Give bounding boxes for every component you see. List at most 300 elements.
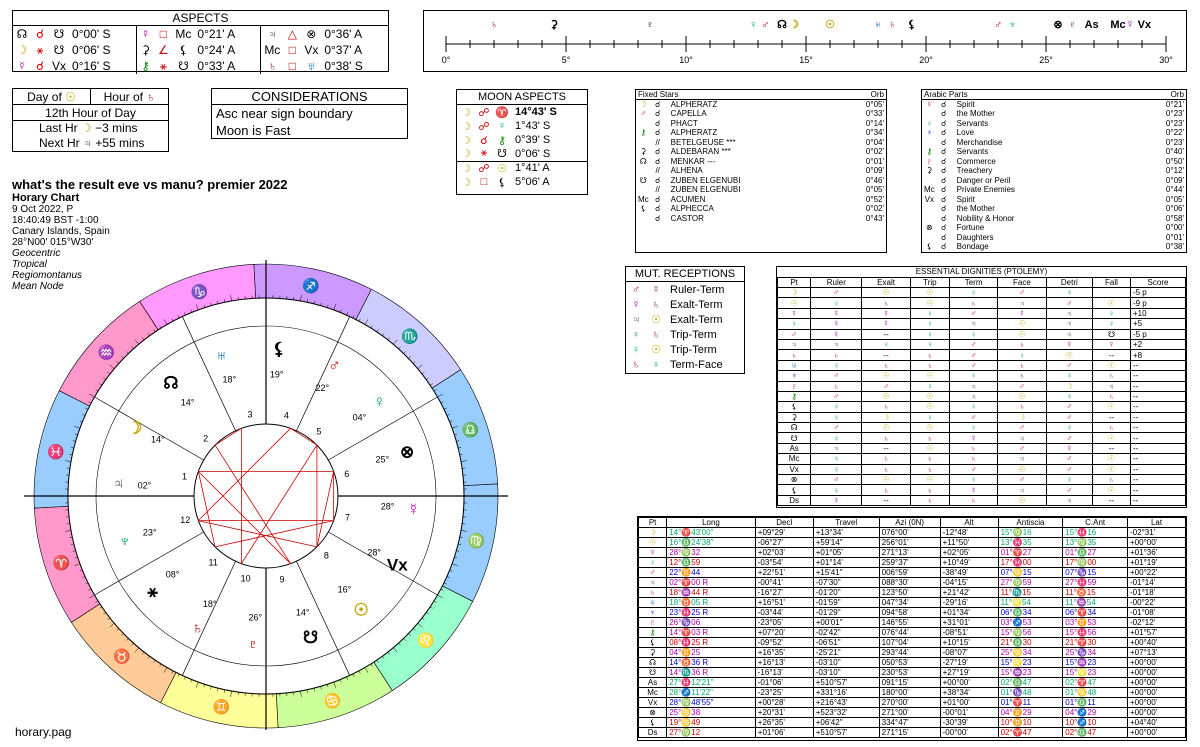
position-cell: -00°00' [940,728,998,738]
orb: 0°33' [865,109,884,119]
position-cell: 12°♎59 [667,558,756,568]
table-header: Lat [1128,518,1186,528]
aspect-point-icon: ⚸ [179,43,188,57]
day-label: Day of [27,90,62,104]
orb: 0°06' [1165,204,1184,214]
moon-icon: ☽ [461,120,471,133]
dignities-table [777,277,1186,506]
orb: 0°14' [865,118,884,128]
position-cell: -04°15' [940,578,998,588]
dignity-cell: ♂ [998,288,1046,298]
point-icon: ⚸ [639,638,667,648]
fixed-star-row [636,138,886,148]
table-header: Fall [1093,278,1131,288]
dignity-cell: +5 [1130,319,1185,329]
planet-icon: ⚸ [272,339,286,359]
aspect-type-icon: ☌ [654,175,661,185]
aspect-point-icon: ⊗ [306,27,317,41]
position-cell: -01°06' [755,678,813,688]
reception-type: Trip-Term [670,343,717,356]
position-cell: 15°♒23 [1063,658,1128,668]
zodiac-sign-icon: ♐ [301,277,320,294]
dignity-cell: ♀ [811,485,862,495]
aspect-type-icon: ☌ [940,100,947,109]
position-cell: -00°01' [940,708,998,718]
position-cell: 06°♎34 [998,608,1063,618]
name: Spirit [956,100,975,109]
point-icon: ☿ [639,548,667,558]
dignity-cell: ♂ [949,350,997,360]
planet-icon: ♆ [118,531,132,551]
planet-icon: ♀ [631,328,641,341]
moon-icon: ☽ [461,106,471,119]
next-hour-value: +55 mins [95,136,145,150]
position-cell: 19°♋49 [667,718,756,728]
table-header: Alt [940,518,998,528]
position-cell: 04°♊25 [667,648,756,658]
dignity-row [778,329,1186,339]
zodiac-sign-icon: ♊ [212,698,231,715]
dignity-cell: -- [1093,443,1131,453]
dignity-cell: ☉ [862,475,910,485]
dignity-cell: ☿ [949,485,997,495]
position-row [639,618,1186,628]
position-cell: +02°05' [940,548,998,558]
position-cell: -12°48' [940,528,998,538]
orb: 0°04' [865,137,884,147]
position-cell: +04°40' [1128,718,1186,728]
ruler-point-icon: Mc [1110,19,1126,31]
dignity-cell: ♄ [910,454,949,464]
dignity-row [778,381,1186,391]
position-cell: +31°01' [940,618,998,628]
point-icon: ♄ [778,350,811,360]
dignity-cell: ♂ [811,475,862,485]
position-cell: 01°♎11 [1063,698,1128,708]
planet-degree: 04° [352,412,367,423]
position-cell: +07°13' [1128,648,1186,658]
fixed-star-row [636,166,886,176]
chart-time: 18:40:49 BST -1:00 [12,215,99,226]
dignity-cell: ☿ [949,433,997,443]
dignity-cell: ♄ [1093,391,1131,401]
fixed-star-row [636,214,886,224]
house-number: 12 [180,515,191,526]
position-cell: 13°♍35 [1063,538,1128,548]
planet-degree: 02° [137,480,152,491]
point-icon: ☿ [778,308,811,318]
fixed-star-row [636,109,886,119]
name: Bondage [956,242,989,252]
dignity-cell: -9 p [1130,298,1185,308]
aspect-orb: 0°00' S [72,27,111,41]
point-icon: ♀ [926,118,933,128]
dignity-cell: ♂ [949,360,997,370]
dignity-cell: ♄ [998,402,1046,412]
point-icon: As [639,678,667,688]
moon-aspect-orb: 0°39' S [515,134,551,146]
position-cell: +07°20' [755,628,813,638]
position-cell: 28°♍32 [667,548,756,558]
dignity-cell: -- [1130,371,1185,381]
dignity-cell: ☿ [862,308,910,318]
point-icon: ☋ [639,175,647,185]
dignity-cell: ☉ [998,391,1046,401]
planet-icon: ☿ [631,298,641,311]
dignity-cell: ♄ [910,433,949,443]
dignity-cell: ♀ [811,360,862,370]
planet-degree: 19° [269,369,284,380]
orb: 0°09' [1165,175,1184,185]
point-icon: Ds [778,495,811,505]
arabic-part-row [922,138,1186,148]
name: ZUBEN ELGENUBI [670,185,741,195]
name: the Mother [956,109,995,119]
dignity-row [778,454,1186,464]
position-cell: +01°05' [813,548,879,558]
dignity-cell: ♀ [1093,319,1131,329]
orb: 0°23' [1165,137,1184,147]
aspect-type-icon: □ [288,59,296,73]
dignity-row [778,433,1186,443]
planet-icon: ♅ [215,345,228,365]
dignity-cell: -- [862,350,910,360]
orb: 0°02' [865,204,884,214]
aspect-point-icon: ⚷ [136,58,154,74]
dignity-cell: ☉ [1093,360,1131,370]
position-cell: 01°♈27 [998,548,1063,558]
ruler-tick-label: 30° [1159,55,1173,65]
position-cell: 21°♈30 [1063,638,1128,648]
orb: 0°38' [1165,242,1184,252]
moon-icon: ☽ [461,176,471,189]
orb: 0°21' [1165,100,1184,109]
point-icon: ⚸ [778,402,811,412]
dignity-row [778,443,1186,453]
aspect-type-icon: ☌ [940,213,947,223]
dignity-cell: ☉ [910,402,949,412]
dignity-cell: -- [1130,423,1185,433]
dignity-cell: -- [1130,454,1185,464]
position-cell: 02°♈47 [998,728,1063,738]
aspect-type-icon: ☌ [480,134,488,147]
name: ALPHERATZ [670,100,718,109]
dignity-cell: ♀ [862,339,910,349]
dignity-cell: ♂ [998,475,1046,485]
ruler-point-icon: ♅ [873,19,883,31]
arabic-part-row [922,195,1186,205]
point-icon [636,138,651,148]
position-cell: -00°41' [755,578,813,588]
dignity-cell: ♃ [1046,329,1092,339]
dignity-cell: ♂ [811,391,862,401]
orb: 0°34' [865,128,884,138]
dignity-cell: ♄ [910,495,949,505]
dignity-cell: ☉ [862,371,910,381]
position-cell: +20°31' [755,708,813,718]
position-cell: +510°57' [813,728,879,738]
name: Private Enemies [956,185,1015,195]
ruler-point-icon: Vx [1137,19,1152,31]
position-cell: -30°39' [940,718,998,728]
position-row [639,598,1186,608]
ruler-point-icon: ⚸ [907,19,916,31]
position-cell: -02°31' [1128,528,1186,538]
position-cell: +01°19' [1128,558,1186,568]
fixed-stars-panel [635,89,887,253]
name: Spirit [956,194,975,204]
last-hour-label: Last Hr [39,121,78,135]
horoscope-wheel [20,260,512,730]
position-cell: 04°♐29 [1063,708,1128,718]
arabic-part-row [922,242,1186,252]
dignity-cell: ♄ [949,454,997,464]
position-cell: +01°14' [813,558,879,568]
aspect-point-icon: Vx [304,43,319,57]
hour-label: Hour of [103,90,143,104]
chart-coords: 28°N00' 015°W30' [12,237,94,248]
position-cell: +11°50' [940,538,998,548]
planet-icon: ♀ [651,358,661,371]
point-icon: ♄ [639,588,667,598]
house-number: 3 [247,409,253,420]
dignity-cell: ☉ [910,391,949,401]
aspect-type-icon: ☌ [654,100,661,109]
ruler-point-icon: As [1084,19,1099,31]
dignity-row [778,350,1186,360]
aspect-point-icon: ☋ [53,43,65,57]
reception-row [626,312,744,327]
house-number: 1 [181,471,188,482]
arabic-part-row [922,223,1186,233]
planet-degree: 18° [202,599,217,610]
planet-icon: ♃ [112,474,125,494]
position-cell: -16°27' [755,588,813,598]
aspect-point-icon: ☊ [16,27,28,41]
dignity-cell: ♄ [949,298,997,308]
jupiter-icon: ♃ [83,136,93,150]
dignity-cell: ♄ [910,485,949,495]
dignity-cell: ♂ [862,381,910,391]
position-cell: 14°♈43'00" [667,528,756,538]
dignity-cell: ♀ [949,475,997,485]
table-header: Ruler [811,278,862,288]
dignity-cell: ♂ [1046,433,1092,443]
position-cell: +00°00' [1128,698,1186,708]
hour-of-day: 12th Hour of Day [13,105,168,121]
name: ACUMEN [670,194,706,204]
aspect-type-icon: ☌ [654,204,661,214]
position-row [639,548,1186,558]
dignity-cell: ☿ [811,308,862,318]
dignity-cell: ♀ [811,454,862,464]
ruler-point-icon: ♂ [993,19,1003,31]
dignity-cell: ♀ [1046,371,1092,381]
position-cell: +00°28' [755,698,813,708]
dignity-cell: ☿ [862,319,910,329]
dignity-cell: ♂ [1046,412,1092,422]
dignity-cell: ♄ [1093,475,1131,485]
dignity-row [778,339,1186,349]
ruler-point-icon: ⊗ [1053,19,1063,31]
dignities-title: ESSENTIAL DIGNITIES (PTOLEMY) [915,267,1048,276]
position-cell: 15°♌23 [1063,668,1128,678]
position-row [639,528,1186,538]
planet-icon: Vx [386,555,408,575]
planet-icon: ♃ [631,313,641,326]
house-number: 5 [316,426,322,437]
position-row [639,588,1186,598]
aspect-type-icon: □ [159,27,168,41]
point-icon: ♂ [640,109,647,119]
planet-icon: ♄ [651,298,661,311]
dignity-cell: +10 [1130,308,1185,318]
dignity-cell: ☉ [998,319,1046,329]
position-cell: 21°♎30 [998,638,1063,648]
point-icon: Vx [639,698,667,708]
dignity-cell: ♄ [910,350,949,360]
planet-icon: ♄ [191,618,205,638]
ruler-tick-label: 15° [799,55,813,65]
position-cell: +09°29' [755,528,813,538]
orb: 0°58' [1165,213,1184,223]
orb: 0°05' [865,185,884,195]
reception-type: Ruler-Term [670,283,725,296]
position-cell: +216°43' [813,698,879,708]
position-cell: +10°49' [940,558,998,568]
position-cell: +00°00' [1128,538,1186,548]
point-icon [922,176,937,186]
dignity-cell: ♄ [910,360,949,370]
position-cell: 27°♍59 [998,578,1063,588]
dignity-cell: ♀ [811,412,862,422]
planet-icon: ☿ [407,499,420,519]
position-cell: -38°49' [940,568,998,578]
position-cell: 180°00' [879,688,940,698]
orb: 0°23' [1165,118,1184,128]
reception-row [626,357,744,372]
dignity-cell: ☿ [1046,443,1092,453]
position-cell: -01'20" [813,588,879,598]
aspect-type-icon: ☌ [654,109,661,119]
dignity-cell: -- [862,329,910,339]
aspect-type-icon: ☌ [654,128,661,138]
aspect-point-icon: ☋ [497,148,507,161]
planet-icon: ♀ [372,391,386,411]
name: Daughters [956,232,994,242]
position-row [639,558,1186,568]
dignity-cell: ♃ [998,298,1046,308]
table-header: Antiscia [998,518,1063,528]
aspect-orb: 0°16' S [72,59,111,73]
planet-degree: 18° [222,374,237,385]
aspect-type-icon: ☌ [654,147,661,157]
point-icon [922,204,937,214]
moon-aspect-orb: 1°43' S [515,120,551,132]
point-icon: ♅ [639,598,667,608]
position-cell: 18°♉05 R [667,598,756,608]
moon-aspect-row [457,105,587,119]
reception-type: Exalt-Term [670,298,723,311]
dignity-cell: ♃ [1046,495,1092,505]
aspect-row [13,26,388,42]
aspect-point-icon: ☿ [17,59,27,73]
point-icon: ♆ [778,371,811,381]
zodiac-sign-icon: ♎ [461,421,480,438]
dignity-cell: ♀ [1046,475,1092,485]
aspect-type-icon: ☍ [478,162,490,175]
dignity-cell: ♀ [1046,288,1092,298]
dignity-cell: ♀ [811,464,862,474]
point-icon: Vx [924,194,934,204]
position-row [639,708,1186,718]
point-icon: ⚳ [640,147,647,157]
positions-table [638,517,1186,738]
point-icon: ♂ [639,568,667,578]
point-icon: ☽ [639,528,667,538]
position-cell: 01°♋48 [1063,688,1128,698]
name: ALPHERATZ [670,128,718,138]
dignity-row [778,308,1186,318]
table-header: Face [998,278,1046,288]
ruler-tick-label: 10° [679,55,693,65]
position-cell: 11°♉15 [1063,588,1128,598]
dignity-cell [1093,288,1131,298]
dignity-cell: -- [1130,381,1185,391]
aspect-type-icon: ☌ [940,147,947,157]
dignity-cell: -- [1130,402,1185,412]
dignity-cell: ☉ [1093,402,1131,412]
position-cell: 091°15' [879,678,940,688]
position-cell: 107°04' [879,638,940,648]
aspect-type-icon: ☌ [654,118,661,128]
dignity-cell: ☉ [998,464,1046,474]
point-icon: ⊗ [778,475,811,485]
name: ALHENA [670,166,703,176]
fixed-star-row [636,176,886,186]
dignity-cell: ☉ [862,288,910,298]
position-cell: 14°♏36 R [667,668,756,678]
zodiac-sign-icon: ♓ [46,443,65,460]
position-cell: 07°♑15 [1063,568,1128,578]
table-header: Arabic Parts [924,90,968,99]
position-row [639,658,1186,668]
name: Commerce [956,156,996,166]
aspect-orb: 0°37' A [324,43,363,57]
position-cell: -02°12' [1128,618,1186,628]
point-icon: ☉ [639,538,667,548]
ruler-point-icon: ♄ [489,19,499,31]
orb: 0°02' [865,147,884,157]
point-icon: ☊ [778,423,811,433]
zodiac-sign-icon: ♑ [190,283,209,300]
position-cell: 04°♊29 [998,708,1063,718]
aspect-orb: 0°38' S [324,59,363,73]
position-cell: 271°13' [879,548,940,558]
dignity-cell: ♄ [910,464,949,474]
position-row [639,638,1186,648]
position-cell: +16°13' [755,658,813,668]
point-icon: ⊗ [639,708,667,718]
dignities-panel [776,266,1187,508]
dignity-cell: ♀ [910,329,949,339]
position-cell: -01'59" [813,598,879,608]
dignity-cell: ☉ [910,443,949,453]
file-name: horary.pag [15,725,72,739]
point-icon: ⚷ [640,128,647,138]
aspect-row [13,42,388,58]
chart-date: 9 Oct 2022, P [12,204,74,215]
